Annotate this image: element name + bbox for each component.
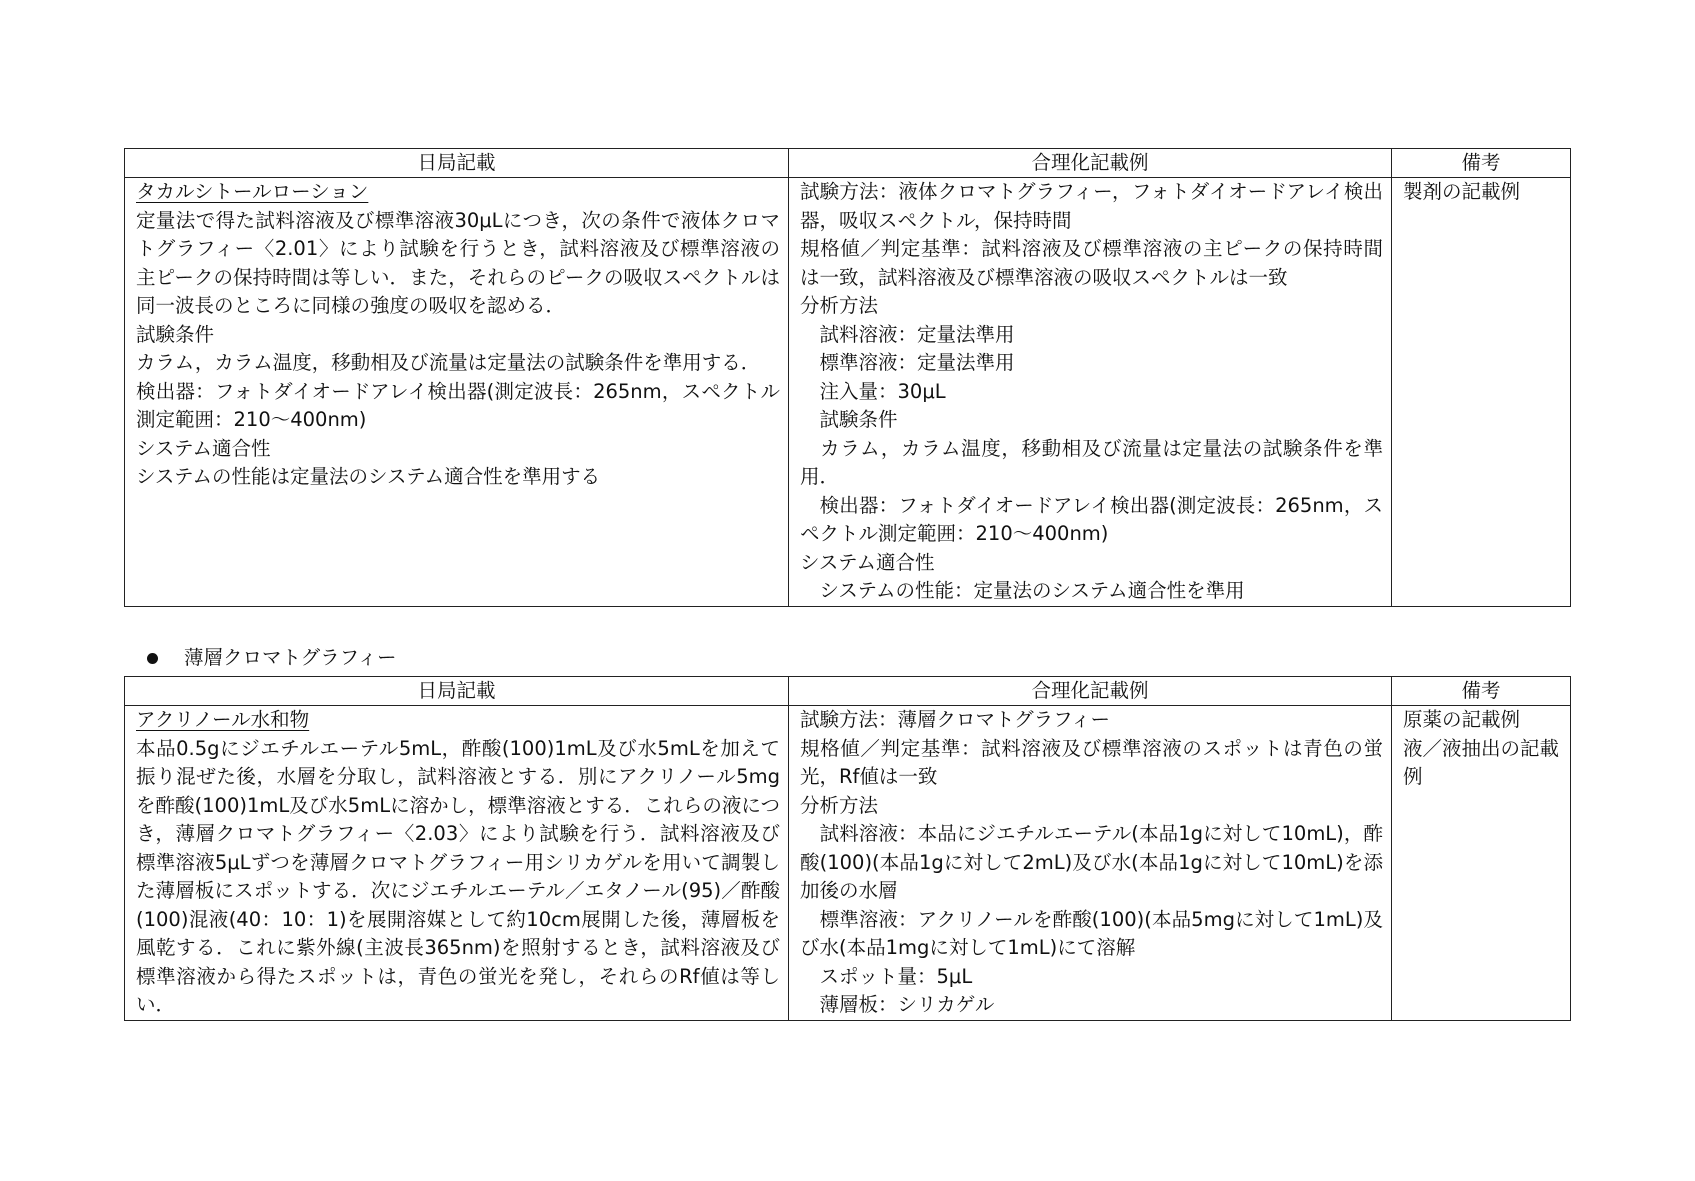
remarks-text: 原薬の記載例 液／液抽出の記載例 (1403, 708, 1560, 788)
example-line: 試験方法：薄層クロマトグラフィー (800, 708, 1111, 731)
bullet-icon (147, 653, 158, 664)
header-rationalized-example: 合理化記載例 (789, 677, 1392, 706)
table-tlc (124, 676, 1571, 1021)
description-paragraph: システム適合性 (136, 436, 271, 460)
substance-title: アクリノール水和物 (136, 708, 310, 731)
example-line: 分析方法 (800, 294, 879, 317)
example-line: 注入量：30μL (800, 379, 946, 403)
description-paragraph: システムの性能は定量法のシステム適合性を準用する (136, 465, 601, 488)
section-heading (147, 644, 397, 672)
example-line: 試料溶液：定量法準用 (800, 322, 1015, 346)
description-paragraph: 試験条件 (136, 322, 215, 346)
example-line: カラム，カラム温度，移動相及び流量は定量法の試験条件を準用． (800, 436, 1383, 488)
description-paragraph: カラム，カラム温度，移動相及び流量は定量法の試験条件を準用する． (136, 351, 761, 374)
example-line: 薄層板：シリカゲル (800, 993, 995, 1016)
header-remarks: 備考 (1392, 149, 1571, 178)
description-paragraph: 本品0.5gにジエチルエーテル5mL，酢酸(100)1mL及び水5mLを加えて振り混ぜた後，水層を分取し，試料溶液とする．別にアクリノール5mgを酢酸(100)1mL及び水5mLに溶かし，標準溶液とする．これらの液につき，薄層クロマトグラフィー〈2.03〉により試験を行う．試料溶液及び標準溶液5μLずつを薄層クロマトグラフィー用シリカゲルを用いて調製した薄層板にスポットする．次にジエチルエーテル／エタノール(95)／酢酸(100)混液(40：10：1)を展開溶媒として約10cm展開した後，薄層板を風乾する．これに紫外線(主波長365nm)を照射するとき，試料溶液及び標準溶液から得たスポットは，青色の蛍光を発し，それらのRf値は等しい． (136, 736, 780, 1016)
header-rationalized-example: 合理化記載例 (789, 149, 1392, 178)
remarks-cell (1392, 706, 1571, 1021)
description-paragraph: 検出器：フォトダイオードアレイ検出器(測定波長：265nm，スペクトル測定範囲：210～400nm) (136, 379, 780, 431)
remarks-text: 製剤の記載例 (1403, 180, 1521, 203)
description-paragraph: 定量法で得た試料溶液及び標準溶液30μLにつき，次の条件で液体クロマトグラフィー〈2.01〉により試験を行うとき，試料溶液及び標準溶液の主ピークの保持時間は等しい．また，それらのピークの吸収スペクトルは同一波長のところに同様の強度の吸収を認める． (136, 208, 780, 317)
example-line: 試験条件 (800, 408, 898, 431)
substance-title: タカルシトールローション (136, 180, 369, 203)
table-header-row (125, 677, 1571, 706)
example-line: 試料溶液：本品にジエチルエーテル(本品1gに対して10mL)，酢酸(100)(本品1gに対して2mL)及び水(本品1gに対して10mL)を添加後の水層 (800, 822, 1383, 902)
table-header-row (125, 149, 1571, 178)
table-row (125, 178, 1571, 607)
example-line: 検出器：フォトダイオードアレイ検出器(測定波長：265nm，スペクトル測定範囲：210～400nm) (800, 493, 1383, 545)
header-jp-description: 日局記載 (125, 149, 789, 178)
example-line: 標準溶液：アクリノールを酢酸(100)(本品5mgに対して1mL)及び水(本品1mgに対して1mL)にて溶解 (800, 907, 1383, 959)
header-jp-description: 日局記載 (125, 677, 789, 706)
example-line: システムの性能：定量法のシステム適合性を準用 (800, 579, 1245, 602)
jp-description-cell (125, 706, 789, 1021)
example-line: 標準溶液：定量法準用 (800, 351, 1015, 374)
rationalized-example-cell (789, 178, 1392, 607)
section-heading-text: 薄層クロマトグラフィー (184, 646, 397, 669)
rationalized-example-cell (789, 706, 1392, 1021)
jp-description-cell (125, 178, 789, 607)
header-remarks: 備考 (1392, 677, 1571, 706)
example-line: システム適合性 (800, 550, 935, 574)
remarks-cell (1392, 178, 1571, 607)
example-line: 分析方法 (800, 793, 879, 817)
example-line: 規格値／判定基準：試料溶液及び標準溶液のスポットは青色の蛍光，Rf値は一致 (800, 736, 1383, 788)
example-line: 試験方法：液体クロマトグラフィー，フォトダイオードアレイ検出器，吸収スペクトル，保持時間 (800, 180, 1383, 232)
example-line: 規格値／判定基準：試料溶液及び標準溶液の主ピークの保持時間は一致，試料溶液及び標準溶液の吸収スペクトルは一致 (800, 237, 1383, 289)
table-solution (124, 148, 1571, 607)
example-line: スポット量：5μL (800, 964, 973, 988)
table-row (125, 706, 1571, 1021)
